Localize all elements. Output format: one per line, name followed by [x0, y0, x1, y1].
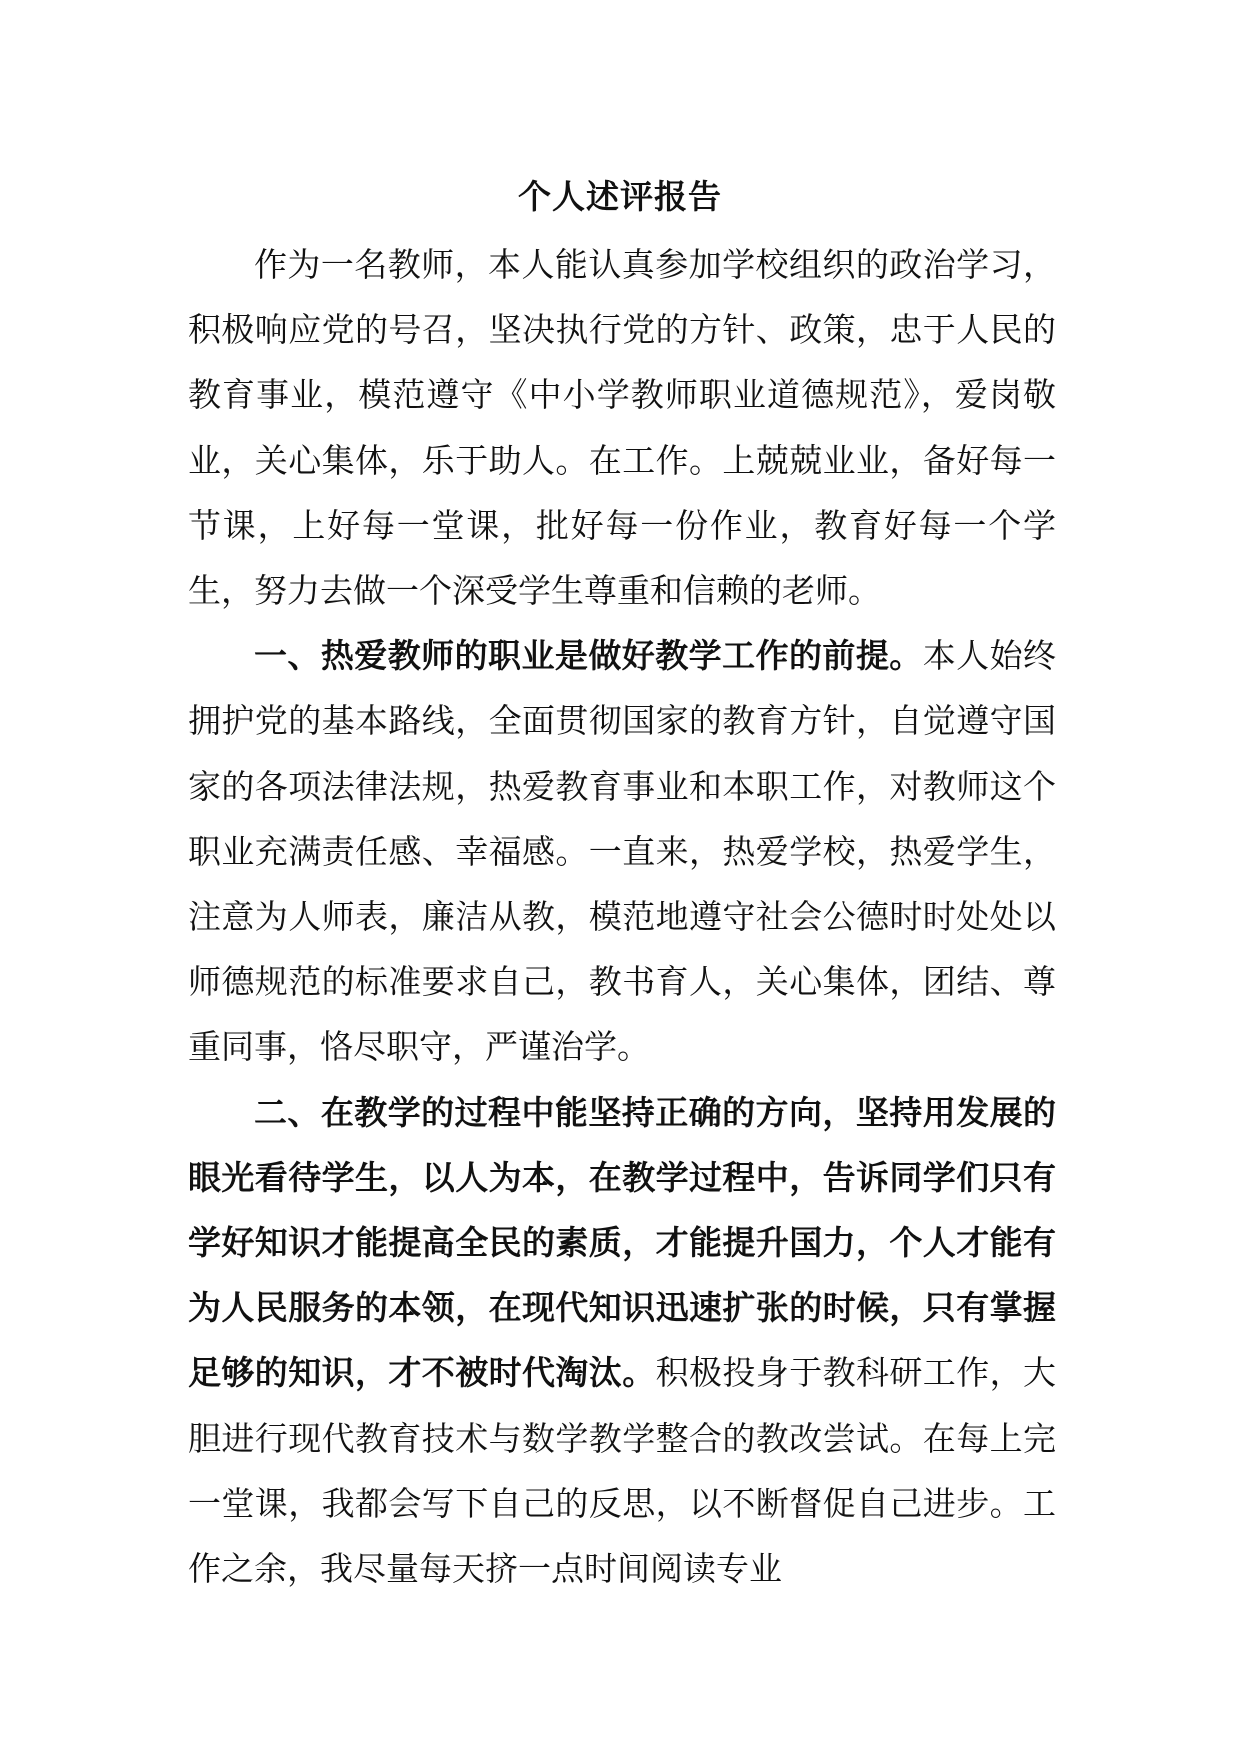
- section-two-text: 积极投身于教科研工作，大胆进行现代教育技术与数学教学整合的教改尝试。在每上完一堂课，我都会写下自己的反思，以不断督促自己进步。工作之余，我尽量每天挤一点时间阅读专业: [188, 1353, 1057, 1589]
- document-title: 个人述评报告: [518, 177, 722, 216]
- paragraph-intro-text: 作为一名教师，本人能认真参加学校组织的政治学习，积极响应党的号召，坚决执行党的方针、政策，忠于人民的教育事业，模范遵守《中小学教师职业道德规范》，爱岗敬业，关心集体，乐于助人。在工作。上兢兢业业，备好每一节课，上好每一堂课，批好每一份作业，教育好每一个学生，努力去做一个深受学生尊重和信赖的老师。: [188, 245, 1056, 611]
- section-one-text: 本人始终拥护党的基本路线，全面贯彻国家的教育方针，自觉遵守国家的各项法律法规，热爱教育事业和本职工作，对教师这个职业充满责任感、幸福感。一直来，热爱学校，热爱学生，注意为人师表，廉洁从教，模范地遵守社会公德时时处处以师德规范的标准要求自己，教书育人，关心集体，团结、尊重同事，恪尽职守，严谨治学。: [188, 636, 1057, 1067]
- paragraph-section-one: [188, 623, 1056, 1079]
- paragraph-intro: [188, 232, 1056, 623]
- paragraph-section-two: [188, 1080, 1056, 1602]
- section-one-heading: 一、热爱教师的职业是做好教学工作的前提。: [254, 636, 923, 676]
- section-two-heading: 二、在教学的过程中能坚持正确的方向，坚持用发展的眼光看待学生，以人为本，在教学过程中，告诉同学们只有学好知识才能提高全民的素质，才能提升国力，个人才能有为人民服务的本领，在现代知识迅速扩张的时候，只有掌握足够的知识，才不被时代淘汰。: [188, 1092, 1056, 1393]
- document-body: [188, 232, 1056, 1601]
